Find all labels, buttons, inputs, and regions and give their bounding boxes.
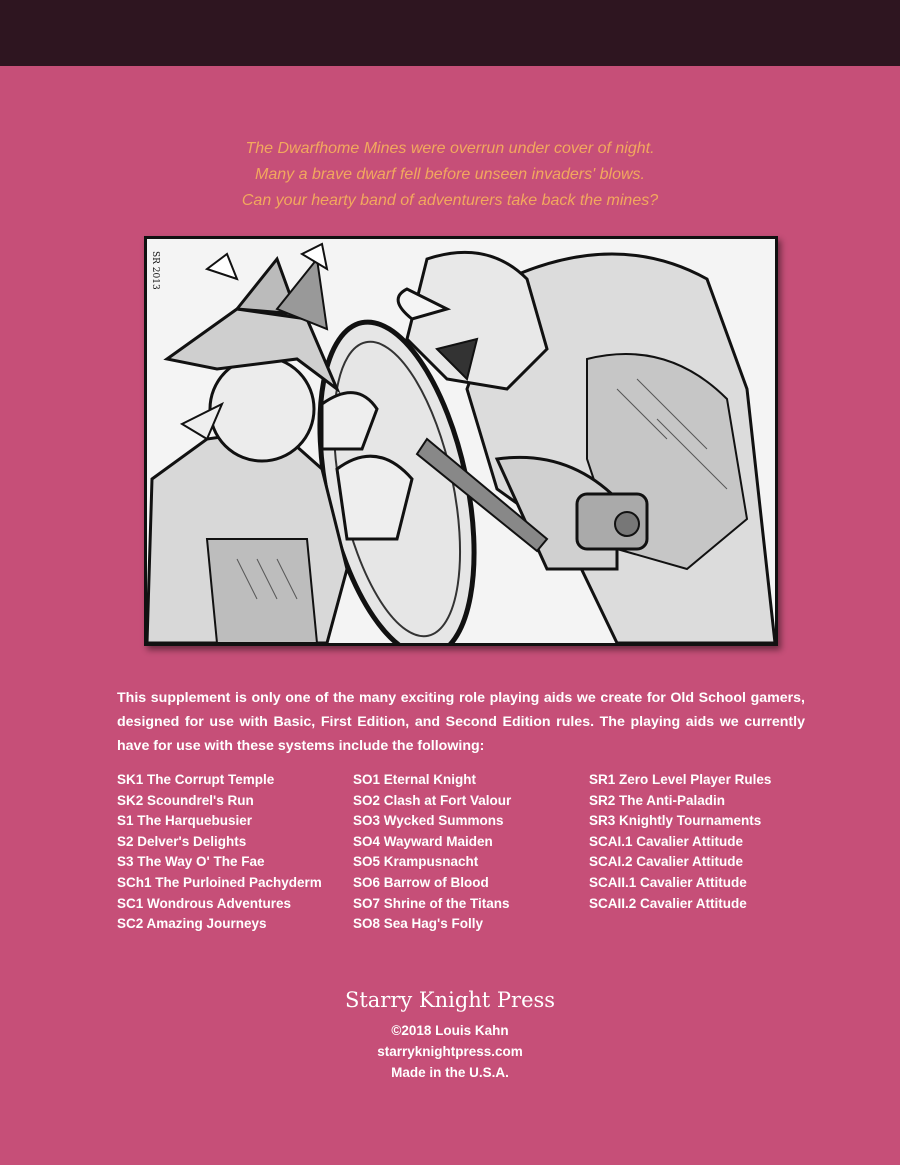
product-list-col-2 [353,770,511,935]
list-item: SR1 Zero Level Player Rules [589,772,772,787]
copyright: ©2018 Louis Kahn [391,1023,509,1038]
list-item: S1 The Harquebusier [117,813,253,829]
list-item: SK1 The Corrupt Temple [117,772,275,787]
illustration-art [147,239,775,643]
website: starryknightpress.com [377,1044,523,1059]
list-item: SCAI.2 Cavalier Attitude [589,854,744,870]
tagline-line: The Dwarfhome Mines were overrun under cover of night. [245,140,655,157]
list-item: SCAII.2 Cavalier Attitude [589,895,747,911]
list-item: SO7 Shrine of the Titans [353,895,510,911]
list-item: SO4 Wayward Maiden [353,833,493,849]
list-item: SO8 Sea Hag's Folly [353,916,484,932]
illustration-signature: SR 2013 [150,251,160,290]
list-item: SC1 Wondrous Adventures [117,895,292,911]
intro-paragraph: This supplement is only one of the many exciting role playing aids we create for Old School gamers, designed for use with Basic, First Edition, and Second Edition rules. The playing aids we currently have for use with these systems include the following: [117,690,805,754]
product-list-col-1 [117,770,322,935]
list-item: SR3 Knightly Tournaments [589,813,762,829]
top-band [0,0,900,66]
publisher-name: Starry Knight Press [344,988,556,1012]
list-item: SO6 Barrow of Blood [353,874,489,890]
list-item: SO3 Wycked Summons [353,813,504,829]
tagline-line: Can your hearty band of adventurers take back the mines? [241,192,659,209]
list-item: SC2 Amazing Journeys [117,916,267,932]
origin: Made in the U.S.A. [391,1065,509,1080]
credits [0,1020,900,1083]
list-item: SO1 Eternal Knight [353,772,477,787]
list-item: SK2 Scoundrel's Run [117,792,254,808]
tagline-line: Many a brave dwarf fell before unseen invaders' blows. [255,166,645,183]
list-item: SCAII.1 Cavalier Attitude [589,874,747,890]
list-item: SR2 The Anti-Paladin [589,792,726,808]
list-item: S3 The Way O' The Fae [117,854,265,870]
list-item: SCAI.1 Cavalier Attitude [589,833,744,849]
cover-illustration [144,236,778,646]
list-item: S2 Delver's Delights [117,833,247,849]
list-item: SCh1 The Purloined Pachyderm [117,874,322,890]
tagline [0,136,900,214]
product-list-col-3 [589,770,771,914]
list-item: SO5 Krampusnacht [353,854,479,870]
list-item: SO2 Clash at Fort Valour [353,792,512,808]
